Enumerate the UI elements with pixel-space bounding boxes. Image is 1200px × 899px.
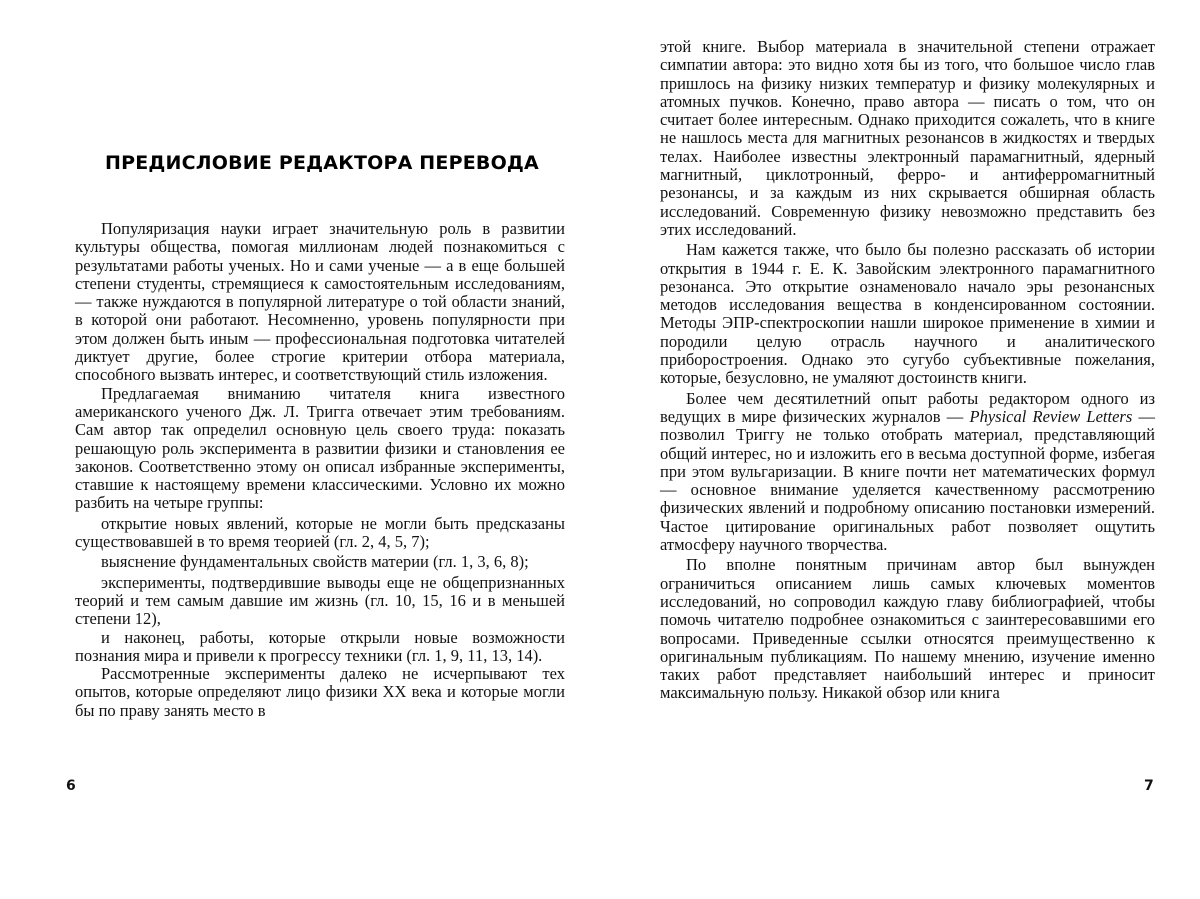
- list-item: эксперименты, подтвердившие выводы еще не общепризнанных теорий и тем самым давшие им жизнь (гл. 10, 15, 16 и в меньшей степени 12),: [75, 572, 565, 629]
- paragraph: Нам кажется также, что было бы полезно рассказать об истории открытия в 1944 г. Е. К. Завойским электронного парамагнитного резонанса. Это открытие ознаменовало начало эры резонансных методов исследования вещества в конденсированном состоянии. Методы ЭПР-спектроскопии нашли широкое применение в химии и породили целую отрасль научного и аналитического приборостроения. Однако это сугубо субъективные пожелания, которые, безусловно, не умаляют достоинств книги.: [660, 240, 1155, 388]
- list-item: выяснение фундаментальных свойств материи (гл. 1, 3, 6, 8);: [101, 552, 529, 572]
- right-page-body: [660, 38, 1155, 703]
- list-item: и наконец, работы, которые открыли новые возможности познания мира и привели к прогрессу техники (гл. 1, 9, 11, 13, 14).: [75, 627, 565, 665]
- left-page: [75, 0, 575, 899]
- paragraph: [660, 390, 1155, 555]
- paragraph-text: Более чем десятилетний опыт работы редактором одного из ведущих в мире физических журналов —: [660, 388, 1155, 426]
- list-item: открытие новых явлений, которые не могли быть предсказаны существовавшей в то время теорией (гл. 2, 4, 5, 7);: [75, 513, 565, 552]
- paragraph-text: — позволил Триггу не только отобрать материал, представляющий общий интерес, но и изложить его в весьма доступной форме, избегая при этом вульгаризации. В книге почти нет математических формул — основное внимание уделяется качественному рассмотрению физических явлений и подробному описанию постановки измерений. Частое цитирование оригинальных работ позволяет ощутить атмосферу научного творчества.: [660, 406, 1155, 555]
- paragraph: этой книге. Выбор материала в значительной степени отражает симпатии автора: это видно хотя бы из того, что большое число глав пришлось на физику низких температур и физику молекулярных и атомных пучков. Конечно, право автора — писать о том, что он считает более интересным. Однако приходится сожалеть, что в книге не нашлось места для магнитных резонансов в жидкостях и твердых телах. Наиболее известны электронный парамагнитный, ядерный магнитный, циклотронный, ферро- и антиферромагнитный резонансы, и за каждым из них скрывается обширная область исследований. Современную физику невозможно представить без этих исследований.: [660, 37, 1155, 239]
- page-number-left: 6: [66, 778, 76, 794]
- left-page-body: [75, 220, 565, 720]
- paragraph: Предлагаемая вниманию читателя книга известного американского ученого Дж. Л. Тригга отвечает этим требованиям. Сам автор так определил основную цель своего труда: показать решающую роль эксперимента в развитии физики и становления ее законов. Соответственно этому он описал избранные эксперименты, ставшие к настоящему времени классическими. Условно их можно разбить на четыре группы:: [75, 383, 565, 513]
- journal-name: Physical Review Letters: [969, 406, 1133, 426]
- right-page: [660, 0, 1155, 899]
- paragraph: По вполне понятным причинам автор был вынужден ограничиться описанием лишь самых ключевых моментов исследований, но сопроводил каждую главу библиографией, чтобы помочь читателю подробнее ознакомиться с заинтересовавшими его вопросами. Приведенные ссылки относятся преимущественно к оригинальным публикациям. По нашему мнению, изучение именно таких работ представляет наибольший интерес и приносит максимальную пользу. Никакой обзор или книга: [660, 555, 1155, 703]
- page-title: ПРЕДИСЛОВИЕ РЕДАКТОРА ПЕРЕВОДА: [105, 152, 539, 174]
- page-number-right: 7: [1144, 778, 1154, 794]
- paragraph: Рассмотренные эксперименты далеко не исчерпывают тех опытов, которые определяют лицо физики XX века и которые могли бы по праву занять место в: [75, 664, 565, 720]
- paragraph: Популяризация науки играет значительную роль в развитии культуры общества, помогая миллионам людей познакомиться с результатами работы ученых. Но и сами ученые — а в еще большей степени студенты, стремящиеся к самостоятельным исследованиям, — также нуждаются в популярной литературе о той области знаний, в которой они работают. Несомненно, уровень популярности при этом должен быть иным — профессиональная подготовка читателей диктует другие, более строгие критерии отбора материала, способного вызвать интерес, и соответствующий стиль изложения.: [75, 219, 565, 385]
